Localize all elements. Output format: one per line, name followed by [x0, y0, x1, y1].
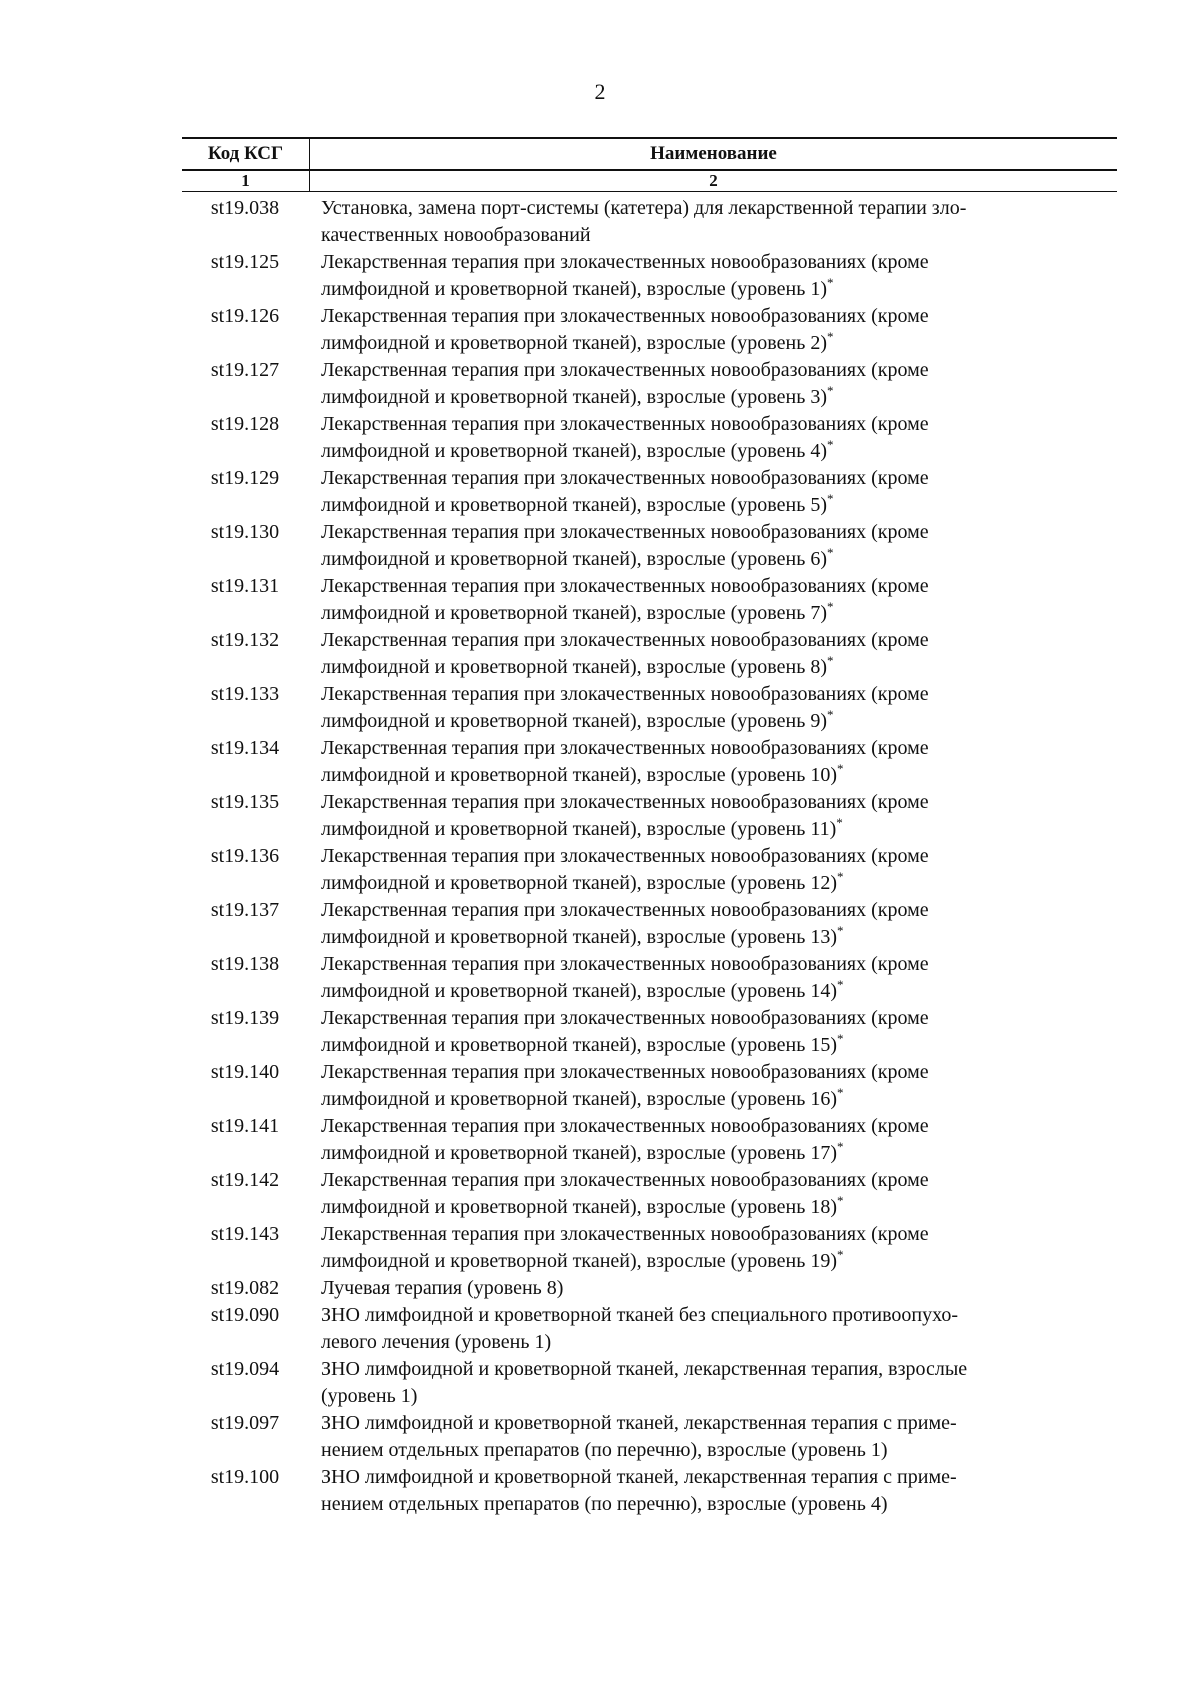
row-code: st19.139 — [210, 1007, 280, 1029]
table-row — [182, 1275, 1117, 1302]
row-code: st19.097 — [210, 1412, 280, 1434]
table-row — [182, 1059, 1117, 1113]
row-name-text: Лекарственная терапия при злокачественных новообразованиях (кроме лимфоидной и кроветворной тканей), взрослые (уровень 12) — [321, 845, 929, 894]
footnote-mark: * — [827, 275, 834, 290]
row-code: st19.126 — [210, 305, 280, 327]
row-name — [310, 465, 1117, 519]
row-code: st19.090 — [210, 1304, 280, 1326]
column-header-name: Наименование — [650, 143, 777, 164]
row-name — [310, 303, 1117, 357]
footnote-mark: * — [827, 545, 834, 560]
row-code: st19.132 — [210, 629, 280, 651]
row-name — [310, 1275, 1117, 1302]
table-row — [182, 789, 1117, 843]
footnote-mark: * — [837, 977, 844, 992]
row-name — [310, 681, 1117, 735]
row-name-text: ЗНО лимфоидной и кроветворной тканей, лекарственная терапия, взрослые (уровень 1) — [321, 1358, 968, 1407]
footnote-mark: * — [837, 1139, 844, 1154]
row-name-text: Лекарственная терапия при злокачественных новообразованиях (кроме лимфоидной и кроветворной тканей), взрослые (уровень 6) — [321, 521, 929, 570]
footnote-mark: * — [827, 383, 834, 398]
row-name — [310, 789, 1117, 843]
row-code: st19.141 — [210, 1115, 280, 1137]
row-name — [310, 357, 1117, 411]
row-code: st19.094 — [210, 1358, 280, 1380]
row-name — [310, 1113, 1117, 1167]
column-header-code: Код КСГ — [182, 139, 310, 169]
row-name-text: ЗНО лимфоидной и кроветворной тканей, лекарственная терапия с приме- нением отдельных препаратов (по перечню), взрослые (уровень 1) — [321, 1412, 957, 1461]
table-row — [182, 1113, 1117, 1167]
table-row — [182, 195, 1117, 249]
row-name — [310, 1410, 1117, 1464]
row-name-text: Лекарственная терапия при злокачественных новообразованиях (кроме лимфоидной и кроветворной тканей), взрослые (уровень 3) — [321, 359, 929, 408]
row-code: st19.142 — [210, 1169, 280, 1191]
row-name-text: Лекарственная терапия при злокачественных новообразованиях (кроме лимфоидной и кроветворной тканей), взрослые (уровень 2) — [321, 305, 929, 354]
row-name — [310, 951, 1117, 1005]
row-name — [310, 627, 1117, 681]
table-row — [182, 1464, 1117, 1518]
footnote-mark: * — [837, 761, 844, 776]
footnote-mark: * — [827, 707, 834, 722]
footnote-mark: * — [836, 815, 843, 830]
row-name — [310, 1221, 1117, 1275]
row-code: st19.100 — [210, 1466, 280, 1488]
footnote-mark: * — [837, 1085, 844, 1100]
row-name-text: Лекарственная терапия при злокачественных новообразованиях (кроме лимфоидной и кроветворной тканей), взрослые (уровень 18) — [321, 1169, 929, 1218]
table-row — [182, 843, 1117, 897]
table-row — [182, 411, 1117, 465]
table-row — [182, 681, 1117, 735]
table-row — [182, 627, 1117, 681]
row-name-text: Установка, замена порт-системы (катетера) для лекарственной терапии зло- качественных новообразований — [321, 197, 967, 246]
column-number-code: 1 — [182, 171, 310, 191]
row-code: st19.125 — [210, 251, 280, 273]
footnote-mark: * — [827, 653, 834, 668]
row-name-text: Лекарственная терапия при злокачественных новообразованиях (кроме лимфоидной и кроветворной тканей), взрослые (уровень 16) — [321, 1061, 929, 1110]
row-name — [310, 411, 1117, 465]
table-row — [182, 1167, 1117, 1221]
row-name — [310, 573, 1117, 627]
row-name — [310, 249, 1117, 303]
row-name-text: Лекарственная терапия при злокачественных новообразованиях (кроме лимфоидной и кроветворной тканей), взрослые (уровень 10) — [321, 737, 929, 786]
table-row — [182, 357, 1117, 411]
row-name-text: Лекарственная терапия при злокачественных новообразованиях (кроме лимфоидной и кроветворной тканей), взрослые (уровень 19) — [321, 1223, 929, 1272]
row-name-text: Лекарственная терапия при злокачественных новообразованиях (кроме лимфоидной и кроветворной тканей), взрослые (уровень 8) — [321, 629, 929, 678]
row-name-text: Лекарственная терапия при злокачественных новообразованиях (кроме лимфоидной и кроветворной тканей), взрослые (уровень 7) — [321, 575, 929, 624]
ksg-table — [182, 137, 1117, 1518]
row-code: st19.127 — [210, 359, 280, 381]
row-name — [310, 735, 1117, 789]
table-header-row — [182, 137, 1117, 171]
table-row — [182, 1005, 1117, 1059]
row-name-text: Лекарственная терапия при злокачественных новообразованиях (кроме лимфоидной и кроветворной тканей), взрослые (уровень 17) — [321, 1115, 929, 1164]
row-code: st19.140 — [210, 1061, 280, 1083]
row-name-text: Лекарственная терапия при злокачественных новообразованиях (кроме лимфоидной и кроветворной тканей), взрослые (уровень 11) — [321, 791, 929, 840]
row-name — [310, 1167, 1117, 1221]
footnote-mark: * — [837, 923, 844, 938]
row-name-text: Лекарственная терапия при злокачественных новообразованиях (кроме лимфоидной и кроветворной тканей), взрослые (уровень 15) — [321, 1007, 929, 1056]
row-code: st19.082 — [210, 1277, 280, 1299]
page-number: 2 — [594, 79, 606, 104]
row-code: st19.135 — [210, 791, 280, 813]
footnote-mark: * — [837, 1247, 844, 1262]
table-row — [182, 1302, 1117, 1356]
column-number-name: 2 — [709, 171, 718, 190]
row-name — [310, 1059, 1117, 1113]
table-row — [182, 1221, 1117, 1275]
row-name — [310, 1356, 1117, 1410]
row-code: st19.131 — [210, 575, 280, 597]
row-name — [310, 1302, 1117, 1356]
table-row — [182, 519, 1117, 573]
table-row — [182, 1356, 1117, 1410]
table-row — [182, 951, 1117, 1005]
footnote-mark: * — [827, 437, 834, 452]
footnote-mark: * — [827, 599, 834, 614]
table-row — [182, 249, 1117, 303]
footnote-mark: * — [827, 329, 834, 344]
column-number-row — [182, 171, 1117, 192]
row-name-text: Лекарственная терапия при злокачественных новообразованиях (кроме лимфоидной и кроветворной тканей), взрослые (уровень 14) — [321, 953, 929, 1002]
row-code: st19.134 — [210, 737, 280, 759]
table-row — [182, 1410, 1117, 1464]
row-name — [310, 843, 1117, 897]
row-name — [310, 897, 1117, 951]
row-code: st19.128 — [210, 413, 280, 435]
row-name-text: Лекарственная терапия при злокачественных новообразованиях (кроме лимфоидной и кроветворной тканей), взрослые (уровень 1) — [321, 251, 929, 300]
table-row — [182, 735, 1117, 789]
row-code: st19.137 — [210, 899, 280, 921]
row-code: st19.038 — [210, 197, 280, 219]
footnote-mark: * — [837, 869, 844, 884]
footnote-mark: * — [837, 1031, 844, 1046]
table-row — [182, 573, 1117, 627]
row-name-text: Лекарственная терапия при злокачественных новообразованиях (кроме лимфоидной и кроветворной тканей), взрослые (уровень 13) — [321, 899, 929, 948]
footnote-mark: * — [837, 1193, 844, 1208]
row-code: st19.133 — [210, 683, 280, 705]
row-name — [310, 1005, 1117, 1059]
row-name-text: ЗНО лимфоидной и кроветворной тканей, лекарственная терапия с приме- нением отдельных препаратов (по перечню), взрослые (уровень 4) — [321, 1466, 957, 1515]
row-name — [310, 195, 1117, 249]
row-name-text: Лучевая терапия (уровень 8) — [321, 1277, 564, 1299]
row-name-text: Лекарственная терапия при злокачественных новообразованиях (кроме лимфоидной и кроветворной тканей), взрослые (уровень 4) — [321, 413, 929, 462]
row-name — [310, 519, 1117, 573]
row-name-text: ЗНО лимфоидной и кроветворной тканей без специального противоопухо- левого лечения (уровень 1) — [321, 1304, 959, 1353]
row-code: st19.129 — [210, 467, 280, 489]
row-name-text: Лекарственная терапия при злокачественных новообразованиях (кроме лимфоидной и кроветворной тканей), взрослые (уровень 9) — [321, 683, 929, 732]
row-code: st19.136 — [210, 845, 280, 867]
row-name — [310, 1464, 1117, 1518]
row-code: st19.130 — [210, 521, 280, 543]
table-body — [182, 192, 1117, 1518]
row-name-text: Лекарственная терапия при злокачественных новообразованиях (кроме лимфоидной и кроветворной тканей), взрослые (уровень 5) — [321, 467, 929, 516]
table-row — [182, 303, 1117, 357]
table-row — [182, 897, 1117, 951]
footnote-mark: * — [827, 491, 834, 506]
row-code: st19.138 — [210, 953, 280, 975]
row-code: st19.143 — [210, 1223, 280, 1245]
table-row — [182, 465, 1117, 519]
